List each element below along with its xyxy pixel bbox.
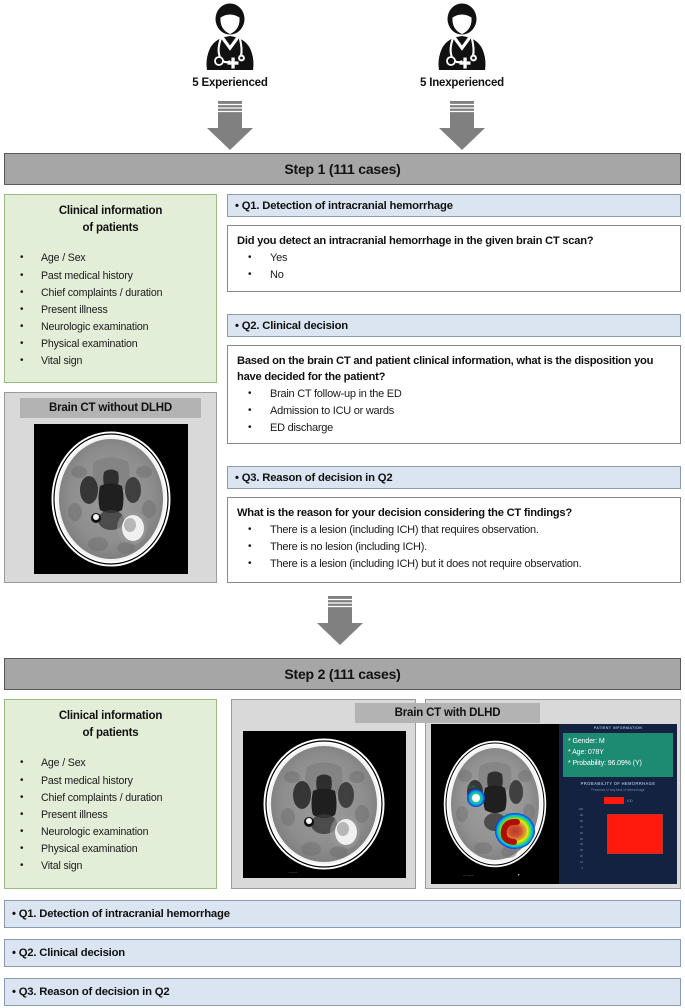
y-tick: 90 (579, 812, 583, 817)
q1-header-label: • Q1. Detection of intracranial hemorrhage (235, 199, 453, 212)
list-item: • Chief complaints / duration (11, 790, 210, 807)
brain-ct-image-dlhd (431, 724, 559, 884)
step2-q3-header[interactable] (4, 978, 681, 1006)
participants-row (0, 0, 685, 100)
step2-dlhd-panel (425, 699, 681, 889)
q2-prompt: Based on the brain CT and patient clinical information, what is the disposition you have decided for the patient? (237, 355, 654, 384)
step2-title: Step 2 (111 cases) (284, 666, 401, 682)
step1-q1-body (227, 225, 681, 292)
step1-title: Step 1 (111 cases) (284, 161, 401, 177)
patient-probability: * Probability: 96.09% (Y) (568, 759, 642, 767)
participant-group-inexperienced (382, 0, 542, 89)
step1-q2-body (227, 345, 681, 444)
list-item: • Physical examination (11, 336, 210, 353)
down-arrow-icon (312, 592, 368, 648)
probability-chart-legend (559, 797, 677, 804)
list-item[interactable]: • There is a lesion (including ICH) that requires observation. (237, 522, 672, 539)
y-tick: 30 (579, 848, 583, 853)
brain-ct-image-plain-step2 (243, 731, 406, 878)
list-item: • Vital sign (11, 353, 210, 370)
y-tick: 20 (579, 854, 583, 859)
list-item[interactable]: • Brain CT follow-up in the ED (237, 386, 672, 403)
participant-label-experienced: 5 Experienced (192, 77, 268, 89)
list-item: • Chief complaints / duration (11, 285, 210, 302)
list-item[interactable]: • ED discharge (237, 420, 672, 437)
svg-text:▼: ▼ (517, 873, 521, 877)
list-item[interactable]: • No (237, 267, 672, 284)
down-arrow-icon (434, 97, 490, 153)
step2-q1-header[interactable] (4, 900, 681, 928)
step1-q3-body (227, 497, 681, 583)
patient-gender: * Gender: M (568, 738, 605, 745)
step2-q2-label: • Q2. Clinical decision (12, 947, 125, 959)
step1-ct-panel (4, 392, 217, 583)
ct-watermark-bar: ——— (288, 870, 298, 874)
svg-text:ICH: ICH (501, 812, 509, 817)
step1-ct-caption: Brain CT without DLHD (20, 398, 201, 418)
step1-clinical-title (11, 203, 210, 236)
probability-chart-title: PROBABILITY OF HEMORRHAGE (580, 781, 656, 786)
list-item: • Age / Sex (11, 250, 210, 267)
step2-q2-header[interactable] (4, 939, 681, 967)
doctor-icon (431, 3, 493, 73)
down-arrow-icon (202, 97, 258, 153)
ct-watermark: · (400, 871, 402, 875)
list-item: • Vital sign (11, 858, 210, 875)
step1-q3-header (227, 466, 681, 489)
chart-y-axis (573, 808, 583, 870)
step2-clinical-items (11, 755, 210, 875)
legend-label: 100 (626, 798, 633, 803)
svg-text:ICH: ICH (467, 784, 475, 789)
participant-label-inexperienced: 5 Inexperienced (420, 77, 504, 89)
list-item: • Present illness (11, 302, 210, 319)
clinical-title-line2: of patients (82, 726, 139, 739)
step2-clinical-info-panel (4, 699, 217, 889)
step1-title-bar (4, 153, 681, 185)
dlhd-viewer-screen (431, 724, 677, 884)
y-tick: 0 (581, 866, 583, 871)
y-tick: 50 (579, 836, 583, 841)
patient-age: * Age: 078Y (568, 748, 604, 756)
list-item[interactable]: • There is a lesion (including ICH) but it does not require observation. (237, 556, 672, 573)
probability-chart-subtitle: Presence of any kind of hemorrhage (591, 788, 645, 792)
list-item[interactable]: • Yes (237, 250, 672, 267)
y-tick: 80 (579, 818, 583, 823)
list-item[interactable]: • Admission to ICU or wards (237, 403, 672, 420)
step1-q2-header (227, 314, 681, 337)
clinical-title-line2: of patients (82, 221, 139, 234)
y-tick: 100 (578, 807, 583, 811)
list-item: • Age / Sex (11, 755, 210, 772)
list-item: • Neurologic examination (11, 824, 210, 841)
q3-options (237, 522, 672, 572)
svg-text:— ——: — —— (463, 873, 474, 877)
y-tick: 60 (579, 830, 583, 835)
q2-header-label: • Q2. Clinical decision (235, 319, 348, 332)
probability-chart-plot (573, 808, 677, 876)
q2-options (237, 386, 672, 436)
step1-q1-header (227, 194, 681, 217)
y-tick: 10 (579, 860, 583, 865)
y-tick: 70 (579, 824, 583, 829)
step1-clinical-info-panel (4, 194, 217, 383)
step2-ct-panel-plain (231, 699, 416, 889)
q3-header-label: • Q3. Reason of decision in Q2 (235, 471, 393, 484)
clinical-title-line1: Clinical information (58, 710, 163, 722)
probability-bar (607, 814, 663, 854)
list-item: • Neurologic examination (11, 319, 210, 336)
step2-clinical-title (11, 708, 210, 741)
list-item: • Past medical history (11, 773, 210, 790)
q1-options (237, 250, 672, 283)
step2-q3-label: • Q3. Reason of decision in Q2 (12, 986, 170, 998)
y-tick: 40 (579, 842, 583, 847)
patient-information-box (563, 733, 673, 777)
brain-ct-image-plain (34, 424, 188, 574)
step2-title-bar (4, 658, 681, 690)
participant-group-experienced (150, 0, 310, 89)
list-item[interactable]: • There is no lesion (including ICH). (237, 539, 672, 556)
step2-ct-caption: Brain CT with DLHD (355, 703, 540, 723)
q1-prompt: Did you detect an intracranial hemorrhage in the given brain CT scan? (237, 235, 594, 247)
list-item: • Physical examination (11, 841, 210, 858)
list-item: • Past medical history (11, 268, 210, 285)
step1-clinical-items (11, 250, 210, 370)
patient-information-title: PATIENT INFORMATION (593, 726, 643, 730)
dlhd-info-side (559, 724, 677, 884)
list-item: • Present illness (11, 807, 210, 824)
step2-q1-label: • Q1. Detection of intracranial hemorrhage (12, 908, 230, 920)
doctor-icon (199, 3, 261, 73)
clinical-title-line1: Clinical information (58, 205, 163, 217)
legend-swatch (604, 797, 624, 804)
q3-prompt: What is the reason for your decision considering the CT findings? (237, 507, 572, 519)
